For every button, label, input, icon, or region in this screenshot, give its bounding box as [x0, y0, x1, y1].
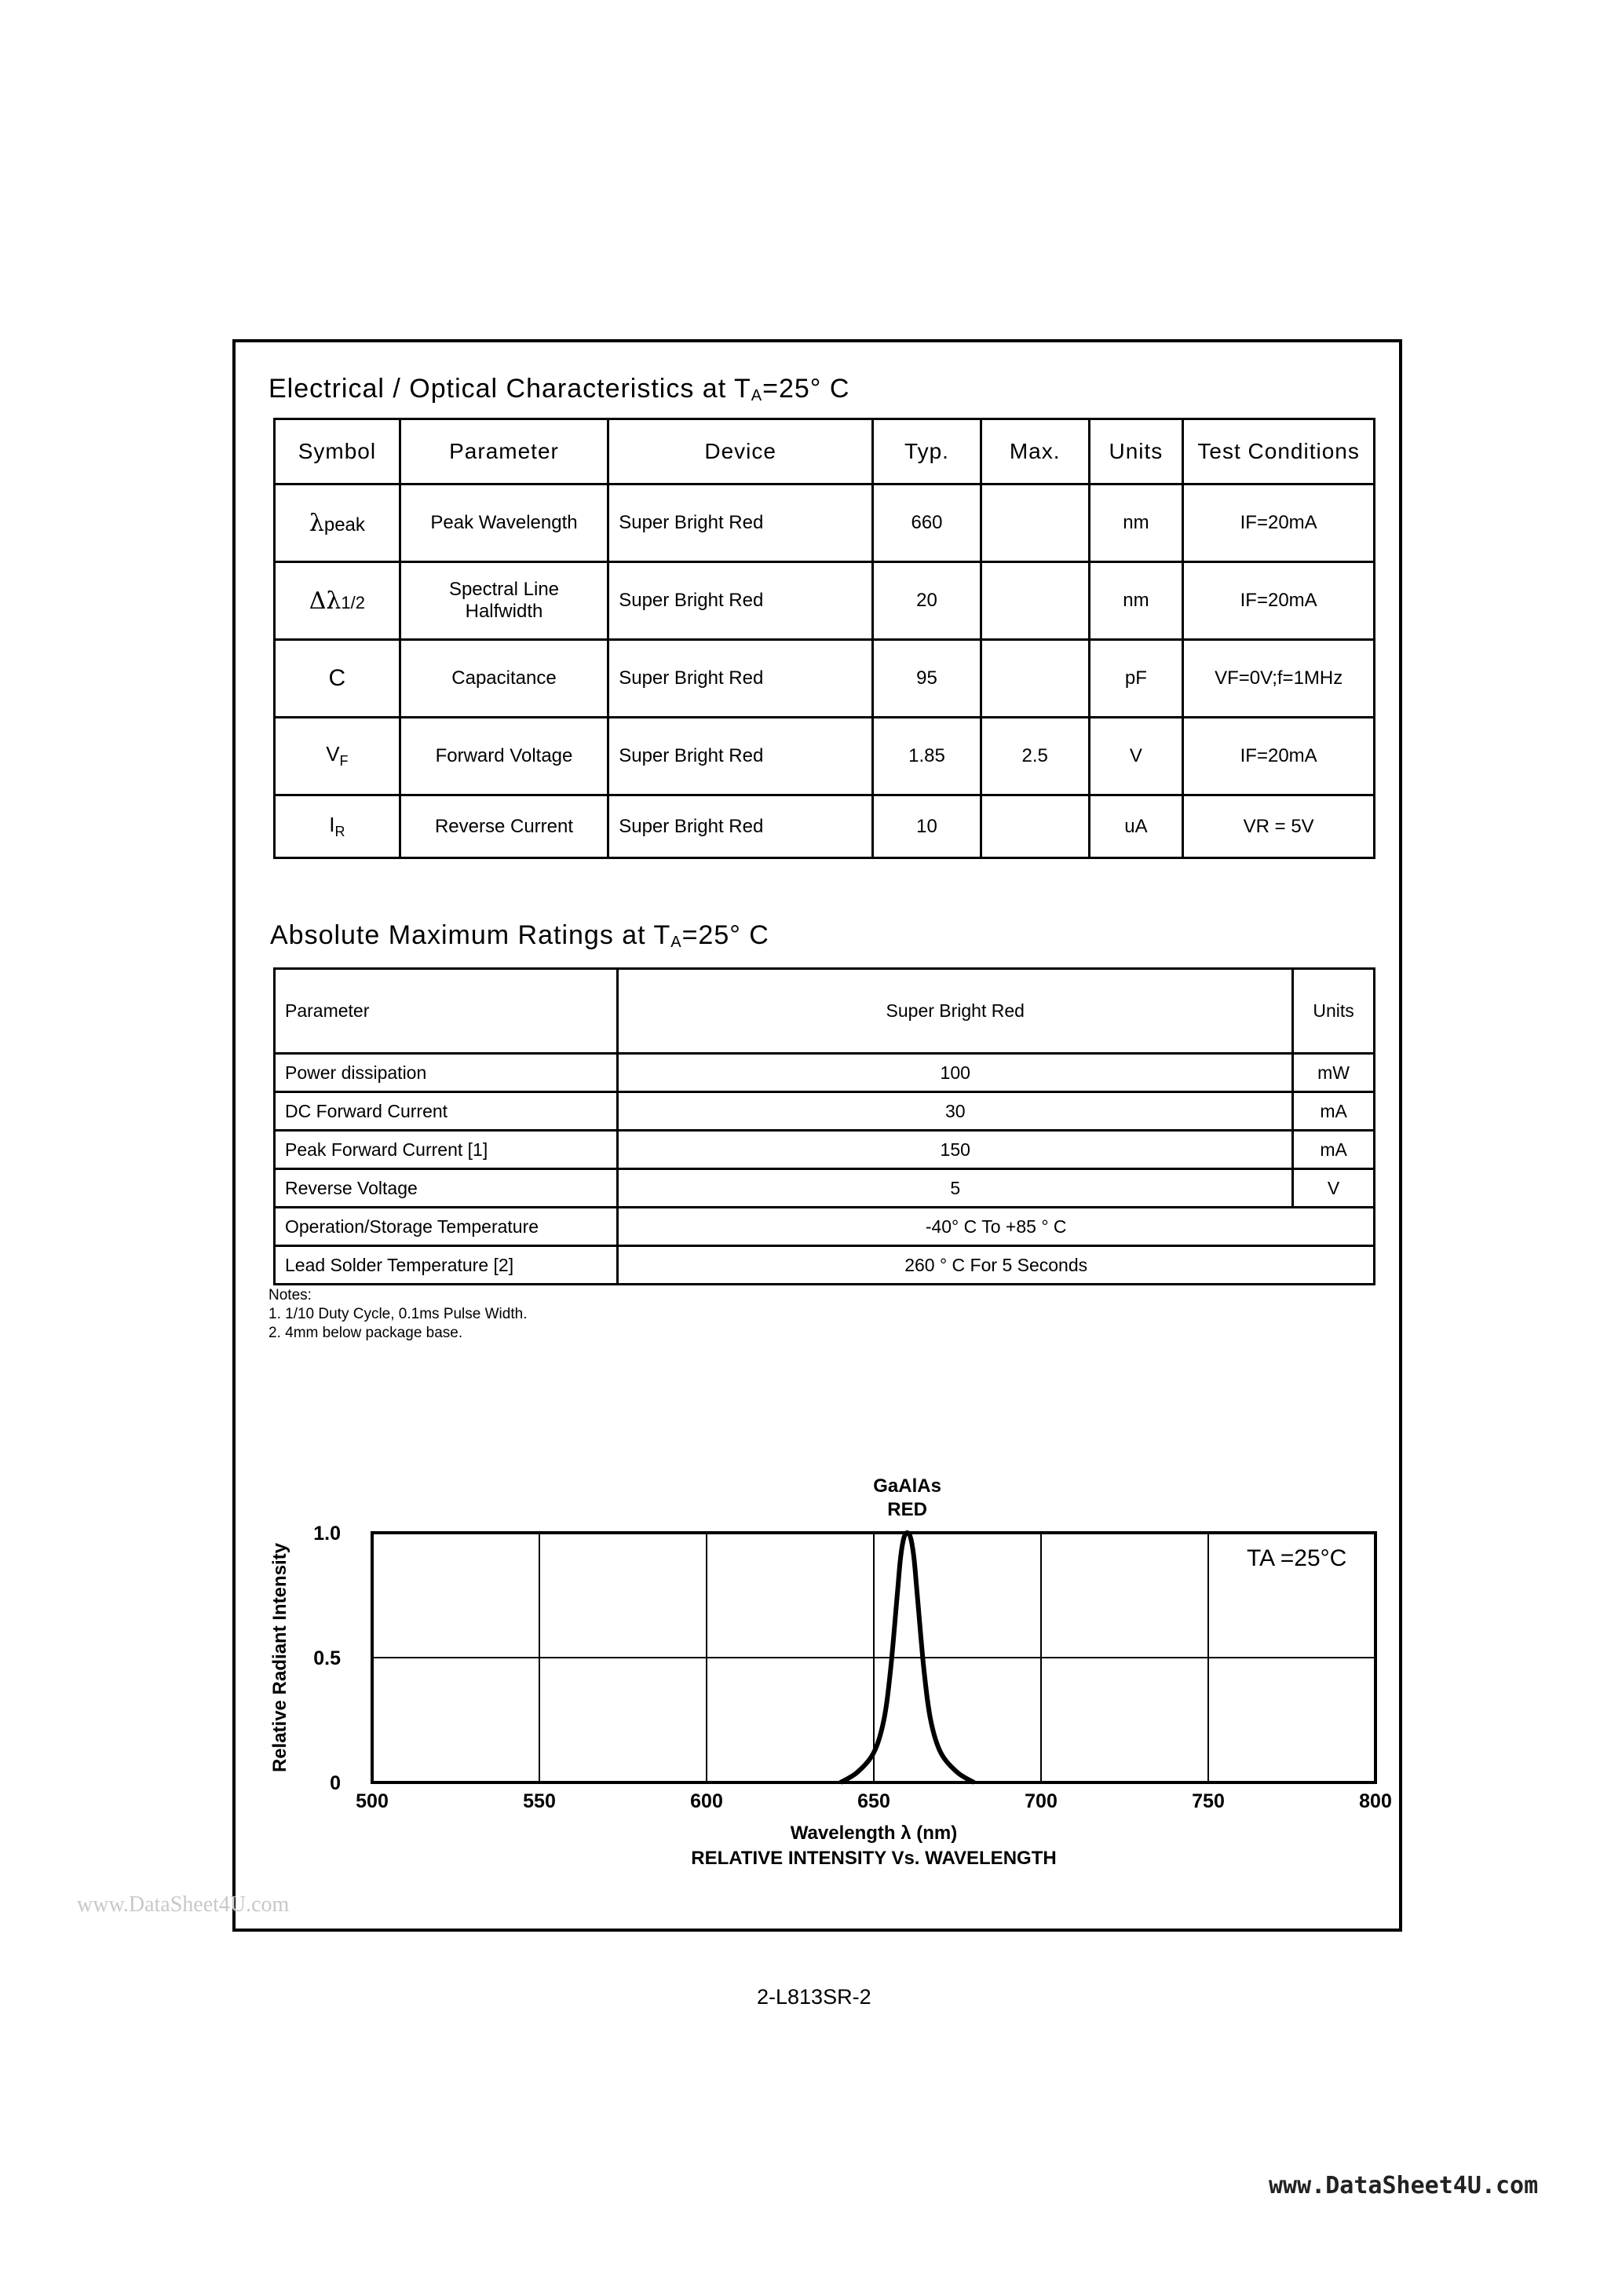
device-cell: Super Bright Red [608, 795, 873, 858]
parameter-cell: Reverse Voltage [275, 1169, 618, 1208]
annotation-red: RED [887, 1499, 927, 1520]
parameter-cell: Power dissipation [275, 1054, 618, 1092]
condition-cell: IF=20mA [1183, 562, 1375, 640]
note-2: 2. 4mm below package base. [269, 1325, 463, 1341]
parameter-cell: DC Forward Current [275, 1092, 618, 1131]
value-cell: 260 ° C For 5 Seconds [618, 1246, 1375, 1285]
parameter-line-1: Spectral Line [448, 579, 560, 600]
section-title-absolute: Absolute Maximum Ratings at $T_A=25^\circ$ C [270, 920, 769, 951]
value-cell: 150 [618, 1131, 1293, 1169]
x-tick-label: 550 [523, 1790, 556, 1812]
typ-cell: 1.85 [873, 718, 981, 795]
condition-cell: VR = 5V [1183, 795, 1375, 858]
condition-label: TA =25°C [1247, 1545, 1347, 1571]
watermark-right[interactable]: www.DataSheet4U.com [1269, 2172, 1539, 2199]
value-cell: -40° C To +85 ° C [618, 1208, 1375, 1246]
device-cell: Super Bright Red [608, 562, 873, 640]
parameter-cell: Operation/Storage Temperature [275, 1208, 618, 1246]
x-tick-label: 800 [1359, 1790, 1392, 1812]
x-axis-label: Wavelength λ (nm) [790, 1823, 958, 1844]
header-typ: Typ. [873, 419, 981, 484]
x-tick-label: 750 [1192, 1790, 1225, 1812]
units-cell: mA [1293, 1131, 1375, 1169]
symbol-cell: λpeak [275, 484, 400, 562]
header-test-conditions: Test Conditions [1183, 419, 1375, 484]
typ-cell: 660 [873, 484, 981, 562]
condition-cell: VF=0V;f=1MHz [1183, 640, 1375, 718]
symbol-cell: C [275, 640, 400, 718]
parameter-cell: Peak Forward Current [1] [275, 1131, 618, 1169]
parameter-line-2: Halfwidth [465, 601, 543, 622]
units-cell: V [1293, 1169, 1375, 1208]
condition-cell: IF=20mA [1183, 484, 1375, 562]
header-max: Max. [981, 419, 1089, 484]
header-parameter: Parameter [275, 969, 618, 1054]
units-cell: mA [1293, 1092, 1375, 1131]
units-cell: nm [1089, 484, 1183, 562]
annotation-gaalas: GaAlAs [873, 1475, 941, 1497]
value-cell: 5 [618, 1169, 1293, 1208]
units-cell: pF [1089, 640, 1183, 718]
device-cell: Super Bright Red [608, 718, 873, 795]
header-parameter: Parameter [400, 419, 608, 484]
parameter-cell: Lead Solder Temperature [2] [275, 1246, 618, 1285]
header-device: Super Bright Red [618, 969, 1293, 1054]
units-cell: V [1089, 718, 1183, 795]
parameter-cell: Reverse Current [400, 795, 608, 858]
y-tick-label: 0.5 [313, 1647, 341, 1669]
symbol-cell: $I_R$ [275, 795, 400, 858]
x-tick-label: 700 [1025, 1790, 1058, 1812]
header-device: Device [608, 419, 873, 484]
x-tick-label: 650 [857, 1790, 890, 1812]
y-axis-label: Relative Radiant Intensity [269, 1542, 290, 1773]
typ-cell: 20 [873, 562, 981, 640]
max-cell: 2.5 [981, 718, 1089, 795]
parameter-cell: Capacitance [400, 640, 608, 718]
watermark-left: www.DataSheet4U.com [77, 1892, 290, 1917]
units-cell: mW [1293, 1054, 1375, 1092]
page-footer: 2-L813SR-2 [757, 1985, 871, 2009]
value-cell: 30 [618, 1092, 1293, 1131]
header-units: Units [1293, 969, 1375, 1054]
value-cell: 100 [618, 1054, 1293, 1092]
units-cell: uA [1089, 795, 1183, 858]
y-tick-label: 1.0 [313, 1523, 341, 1545]
header-symbol: Symbol [275, 419, 400, 484]
device-cell: Super Bright Red [608, 640, 873, 718]
symbol-cell: Δλ1/2 [275, 562, 400, 640]
note-1: 1. 1/10 Duty Cycle, 0.1ms Pulse Width. [269, 1306, 528, 1322]
condition-cell: IF=20mA [1183, 718, 1375, 795]
y-tick-label: 0 [330, 1772, 341, 1794]
chart-title: RELATIVE INTENSITY Vs. WAVELENGTH [691, 1848, 1057, 1869]
units-cell: nm [1089, 562, 1183, 640]
symbol-cell: $V_F$ [275, 718, 400, 795]
x-tick-label: 500 [356, 1790, 389, 1812]
device-cell: Super Bright Red [608, 484, 873, 562]
header-units: Units [1089, 419, 1183, 484]
notes-heading: Notes: [269, 1287, 312, 1303]
typ-cell: 10 [873, 795, 981, 858]
parameter-cell: Forward Voltage [400, 718, 608, 795]
x-tick-label: 600 [690, 1790, 723, 1812]
parameter-cell: Peak Wavelength [400, 484, 608, 562]
typ-cell: 95 [873, 640, 981, 718]
section-title-electrical: Electrical / Optical Characteristics at $T_A=25^\circ$ C [269, 374, 850, 404]
